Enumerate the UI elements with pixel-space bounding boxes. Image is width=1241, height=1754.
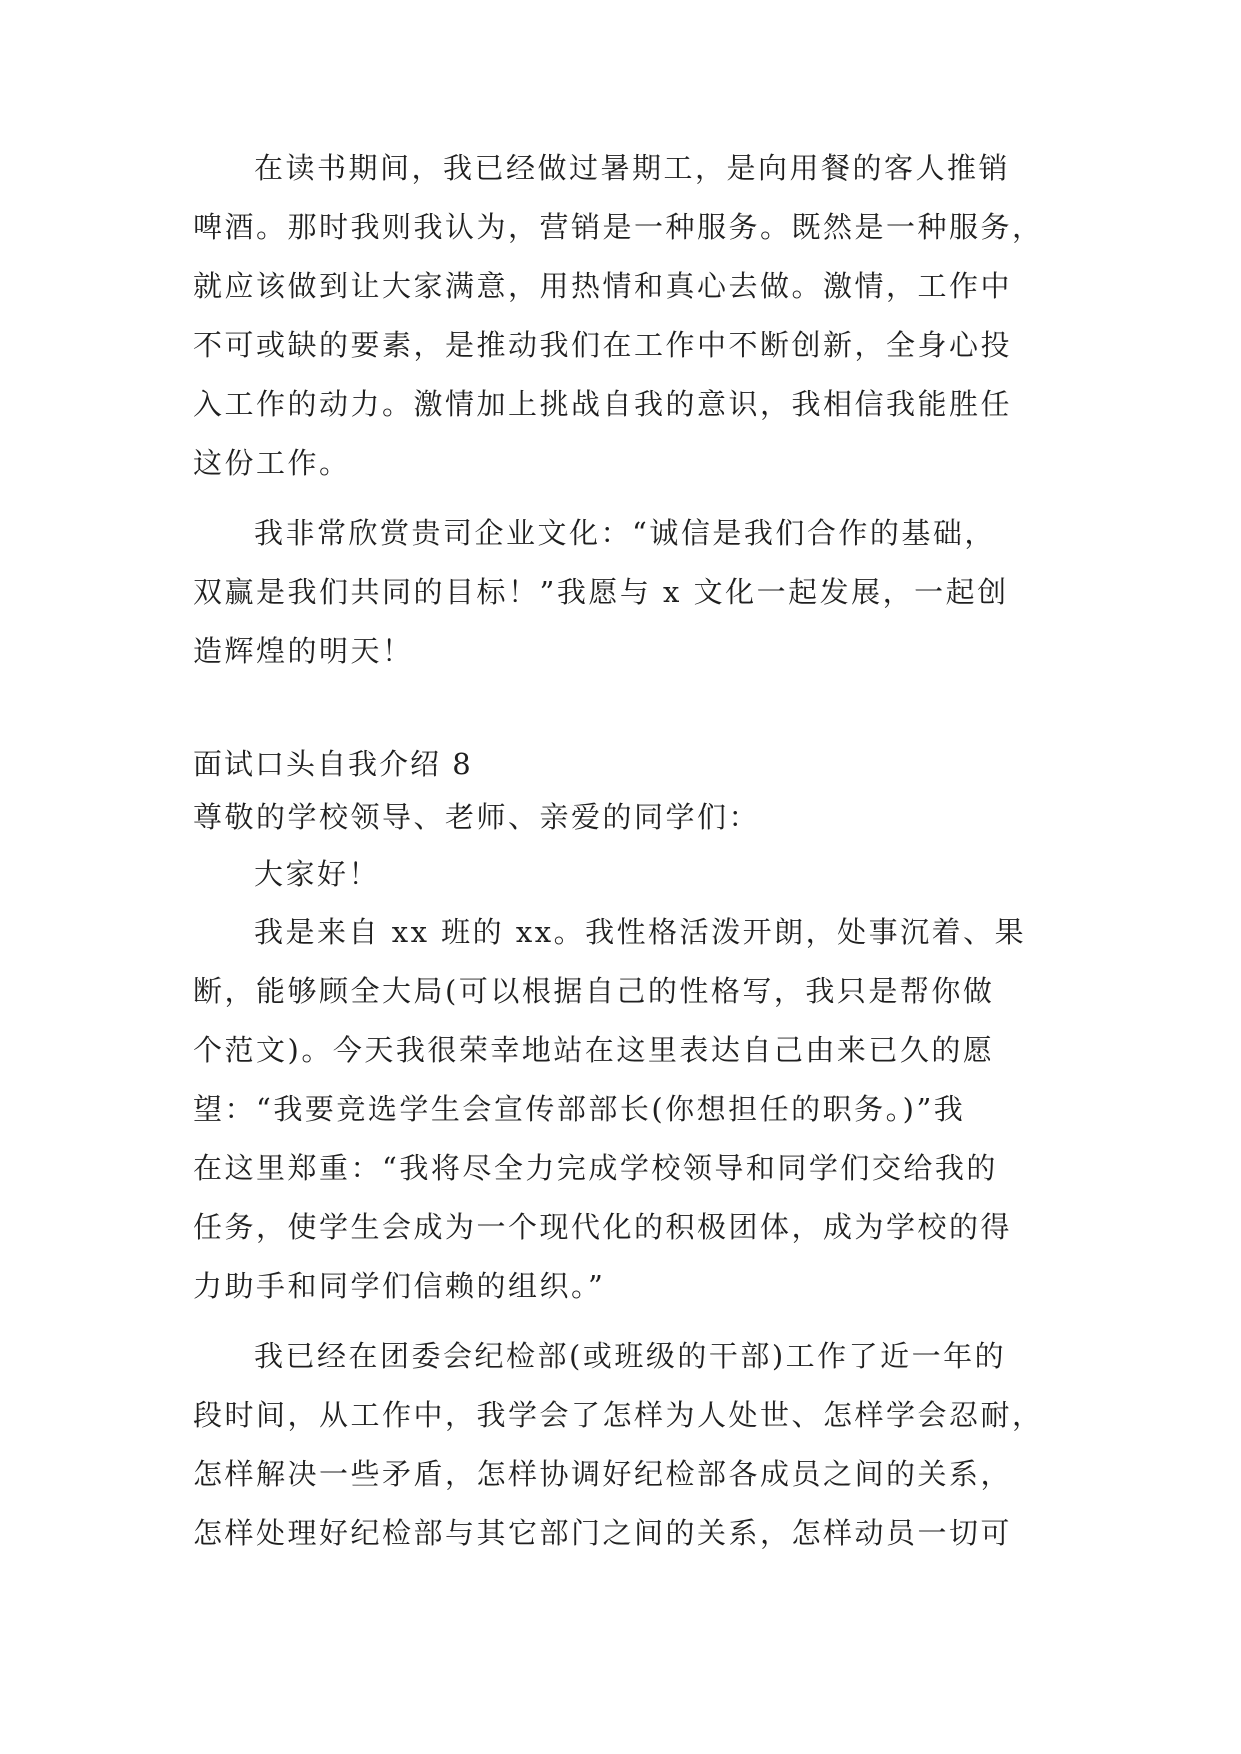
section-heading: 面试口头自我介绍 8 xyxy=(193,747,473,781)
paragraph-1-line-5: 入工作的动力。激情加上挑战自我的意识，我相信我能胜任 xyxy=(193,387,1013,421)
paragraph-2-line-3: 造辉煌的明天！ xyxy=(193,634,414,668)
paragraph-1-line-3: 就应该做到让大家满意，用热情和真心去做。激情，工作中 xyxy=(193,269,1013,303)
paragraph-3-line-2: 断，能够顾全大局(可以根据自己的性格写，我只是帮你做 xyxy=(193,974,995,1008)
paragraph-4-line-1: 我已经在团委会纪检部(或班级的干部)工作了近一年的 xyxy=(254,1339,1007,1373)
paragraph-1-line-6: 这份工作。 xyxy=(193,446,351,480)
paragraph-3-line-4: 望：“我要竞选学生会宣传部部长(你想担任的职务。)”我 xyxy=(193,1092,966,1126)
greeting: 大家好！ xyxy=(254,857,381,891)
paragraph-1-line-2: 啤酒。那时我则我认为，营销是一种服务。既然是一种服务， xyxy=(193,210,1044,244)
paragraph-3-line-5: 在这里郑重：“我将尽全力完成学校领导和同学们交给我的 xyxy=(193,1151,998,1185)
paragraph-2-line-2: 双赢是我们共同的目标！”我愿与 x 文化一起发展，一起创 xyxy=(193,575,1009,609)
paragraph-1-line-4: 不可或缺的要素，是推动我们在工作中不断创新，全身心投 xyxy=(193,328,1013,362)
paragraph-1-line-1: 在读书期间，我已经做过暑期工，是向用餐的客人推销 xyxy=(254,151,1011,185)
salutation: 尊敬的学校领导、老师、亲爱的同学们： xyxy=(193,800,761,834)
paragraph-4-line-3: 怎样解决一些矛盾，怎样协调好纪检部各成员之间的关系， xyxy=(193,1457,1013,1491)
paragraph-3-line-6: 任务，使学生会成为一个现代化的积极团体，成为学校的得 xyxy=(193,1210,1013,1244)
paragraph-4-line-2: 段时间，从工作中，我学会了怎样为人处世、怎样学会忍耐， xyxy=(193,1398,1044,1432)
paragraph-3-line-3: 个范文)。今天我很荣幸地站在这里表达自己由来已久的愿 xyxy=(193,1033,995,1067)
paragraph-3-line-1: 我是来自 xx 班的 xx。我性格活泼开朗，处事沉着、果 xyxy=(254,915,1027,949)
paragraph-2-line-1: 我非常欣赏贵司企业文化：“诚信是我们合作的基础， xyxy=(254,516,996,550)
paragraph-3-line-7: 力助手和同学们信赖的组织。” xyxy=(193,1269,606,1303)
paragraph-4-line-4: 怎样处理好纪检部与其它部门之间的关系，怎样动员一切可 xyxy=(193,1516,1013,1550)
